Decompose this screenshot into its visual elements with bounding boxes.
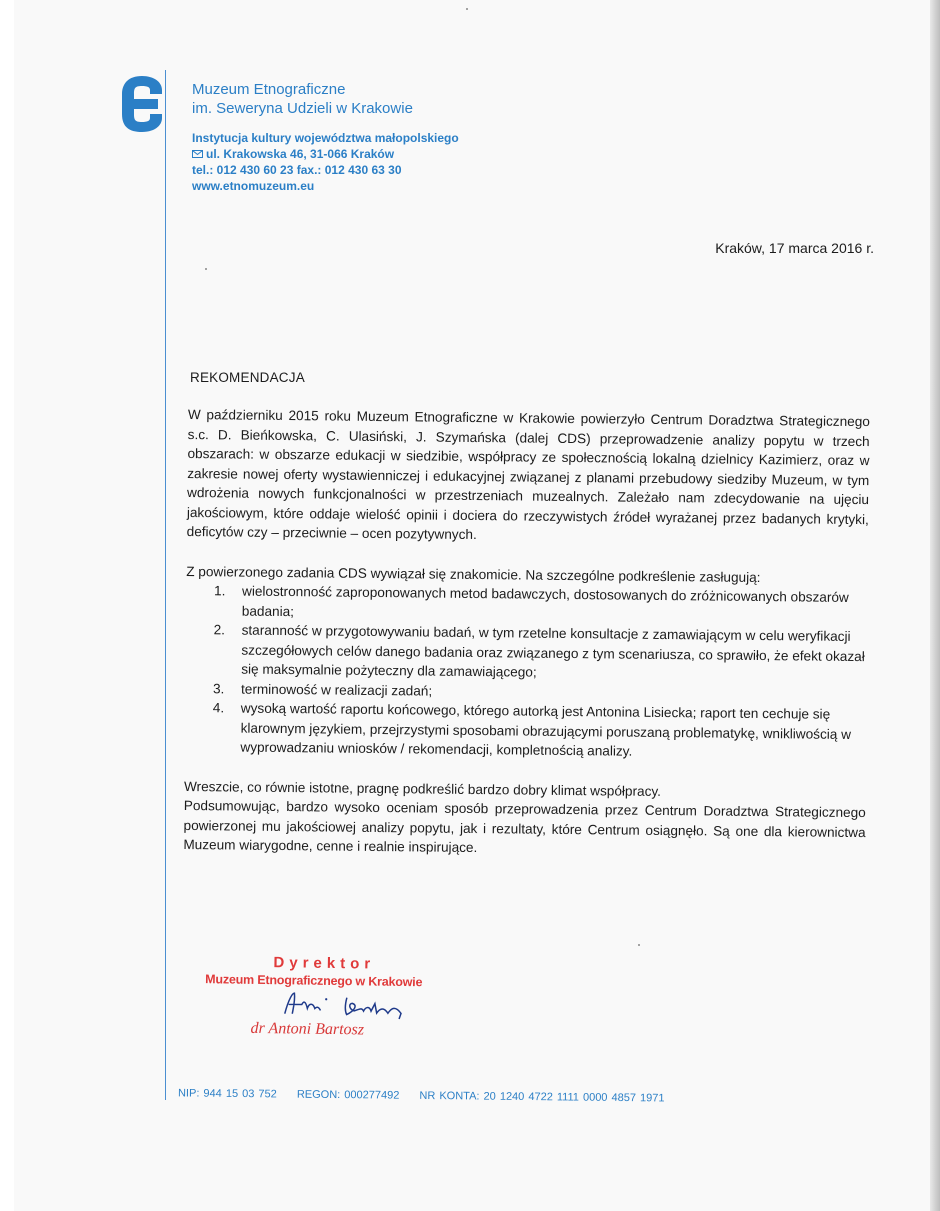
institution-details bbox=[192, 130, 459, 194]
footer-regon: REGON: 000277492 bbox=[296, 1088, 400, 1102]
scan-edge-right bbox=[930, 0, 940, 1211]
list-item: 4. wysoką wartość raportu końcowego, którego autorką jest Antonina Lisiecka; raport ten cechuje się klarownym językiem, przejrzystymi sposobami obrazującymi poruszaną problematykę, wnikliwością w wyprowadzaniu wniosków / rekomendacji, kompletnością analizy. bbox=[212, 700, 852, 759]
institution-type: Instytucja kultury województwa małopolskiego bbox=[192, 131, 459, 145]
scan-edge-left bbox=[0, 0, 14, 1211]
footer-nip: NIP: 944 15 03 752 bbox=[177, 1087, 277, 1101]
institution-name-line2: im. Seweryna Udzieli w Krakowie bbox=[192, 100, 413, 117]
stamp-role: Dyrektor bbox=[273, 954, 376, 973]
envelope-icon bbox=[192, 150, 203, 158]
paragraph-cooperation: Wreszcie, co równie istotne, pragnę podkreślić bardzo dobry klimat współpracy. bbox=[183, 778, 662, 799]
list-item: 1. wielostronność zaproponowanych metod badawczych, dostosowanych do zróżnicowanych obszarów badania; bbox=[213, 583, 849, 619]
merits-list bbox=[184, 581, 868, 764]
list-item: 3. terminowość w realizacji zadań; bbox=[212, 680, 433, 699]
paragraph-summary: Podsumowując, bardzo wysoko oceniam sposób przeprowadzenia przez Centrum Doradztwa Strategicznego powierzonej mu jakościowej analizy popytu, jak i rezultaty, które Centrum osiągnęło. Są one dla kierownictwa Muzeum wiarygodne, cenne i realnie inspirujące. bbox=[183, 797, 866, 856]
letterhead bbox=[192, 80, 459, 194]
director-stamp bbox=[204, 953, 465, 1041]
handwritten-signature bbox=[275, 989, 415, 1021]
stamp-organization: Muzeum Etnograficznego w Krakowie bbox=[205, 972, 423, 990]
letter-date: Kraków, 17 marca 2016 r. bbox=[715, 240, 874, 256]
address: ul. Krakowska 46, 31-066 Kraków bbox=[206, 147, 395, 161]
scan-speck bbox=[466, 8, 468, 10]
museum-logo-icon bbox=[120, 74, 164, 134]
website-link[interactable]: www.etnomuzeum.eu bbox=[192, 179, 315, 193]
footer-account: NR KONTA: 20 1240 4722 1111 0000 4857 1971 bbox=[419, 1089, 665, 1105]
letter-title: REKOMENDACJA bbox=[190, 370, 305, 385]
institution-name-line1: Muzeum Etnograficzne bbox=[192, 81, 346, 98]
paragraph-intro: W październiku 2015 roku Muzeum Etnograficzne w Krakowie powierzyło Centrum Doradztwa Strategicznego s.c. D. Bieńkowska, C. Ulasiński, J. Szymańska (dalej CDS) przeprowadzenie analizy popytu w trzech obszarach: w obszarze edukacji w siedzibie, współpracy ze społecznością lokalną dzielnicy Kazimierz, oraz w zakresie nowej oferty wystawienniczej i edukacyjnej związanej z planami przebudowy siedziby Muzeum, w tym wdrożenia nowych funkcjonalności w przestrzeniach muzealnych. Zależało nam zdecydowanie na ujęciu jakościowym, które oddaje wielość opinii i dociera do rzeczywistych źródeł wyrażanej przez badanych krytyki, deficytów czy – przeciwnie – ocen pozytywnych. bbox=[186, 406, 870, 543]
letterhead-divider bbox=[165, 70, 166, 1100]
list-item: 2. staranność w przygotowywaniu badań, w tym rzetelne konsultacje z zamawiającym w celu weryfikacji szczegółowych celów danego badania oraz związanego z tym scenariusza, co sprawiło, że efekt okazał się maksymalnie pożyteczny dla zamawiającego; bbox=[213, 622, 865, 680]
paragraph-evaluation: Z powierzonego zadania CDS wywiązał się znakomicie. Na szczególne podkreślenie zasługują: bbox=[186, 563, 761, 585]
address-line bbox=[192, 146, 459, 162]
stamp-name: dr Antoni Bartosz bbox=[250, 1019, 365, 1039]
scan-speck bbox=[205, 268, 207, 270]
phone-fax: tel.: 012 430 60 23 fax.: 012 430 63 30 bbox=[192, 163, 402, 177]
letter-body bbox=[183, 405, 870, 862]
scan-speck bbox=[638, 944, 640, 946]
